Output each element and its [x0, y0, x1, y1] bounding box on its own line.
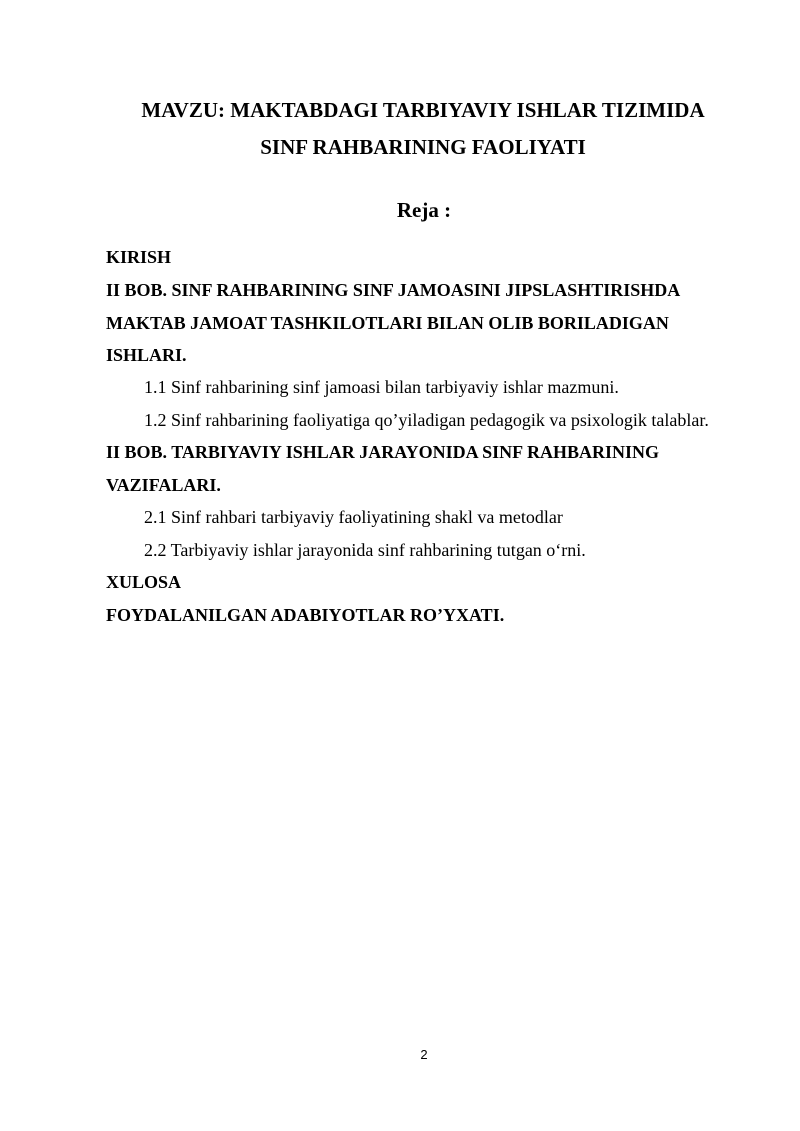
outline-item-section-1-2: 1.2 Sinf rahbarining faoliyatiga qo’yiladigan pedagogik va psixologik talablar. [144, 410, 709, 430]
outline-item-section-2-1: 2.1 Sinf rahbari tarbiyaviy faoliyatining shakl va metodlar [144, 507, 563, 527]
outline-item-chapter-1-line-1: II BOB. SINF RAHBARINING SINF JAMOASINI JIPSLASHTIRISHDA [106, 280, 681, 300]
outline-item-references: FOYDALANILGAN ADABIYOTLAR RO’YXATI. [106, 605, 505, 625]
plan-heading: Reja : [396, 198, 452, 222]
outline-item-chapter-1-line-2: MAKTAB JAMOAT TASHKILOTLARI BILAN OLIB BORILADIGAN [106, 313, 669, 333]
outline-item-conclusion: XULOSA [106, 572, 182, 592]
outline-item-section-2-2: 2.2 Tarbiyaviy ishlar jarayonida sinf rahbarining tutgan o‘rni. [144, 540, 586, 560]
outline-item-section-1-1: 1.1 Sinf rahbarining sinf jamoasi bilan tarbiyaviy ishlar mazmuni. [144, 377, 619, 397]
outline-item-chapter-2-line-2: VAZIFALARI. [106, 475, 221, 495]
page-number: 2 [420, 1047, 428, 1062]
outline-item-chapter-1-line-3: ISHLARI. [106, 345, 187, 365]
document-title-line-1: MAVZU: MAKTABDAGI TARBIYAVIY ISHLAR TIZIMIDA [141, 98, 705, 122]
outline-item-introduction: KIRISH [106, 247, 172, 267]
outline-item-chapter-2-line-1: II BOB. TARBIYAVIY ISHLAR JARAYONIDA SINF RAHBARINING [106, 442, 659, 462]
document-title-line-2: SINF RAHBARINING FAOLIYATI [260, 135, 586, 159]
